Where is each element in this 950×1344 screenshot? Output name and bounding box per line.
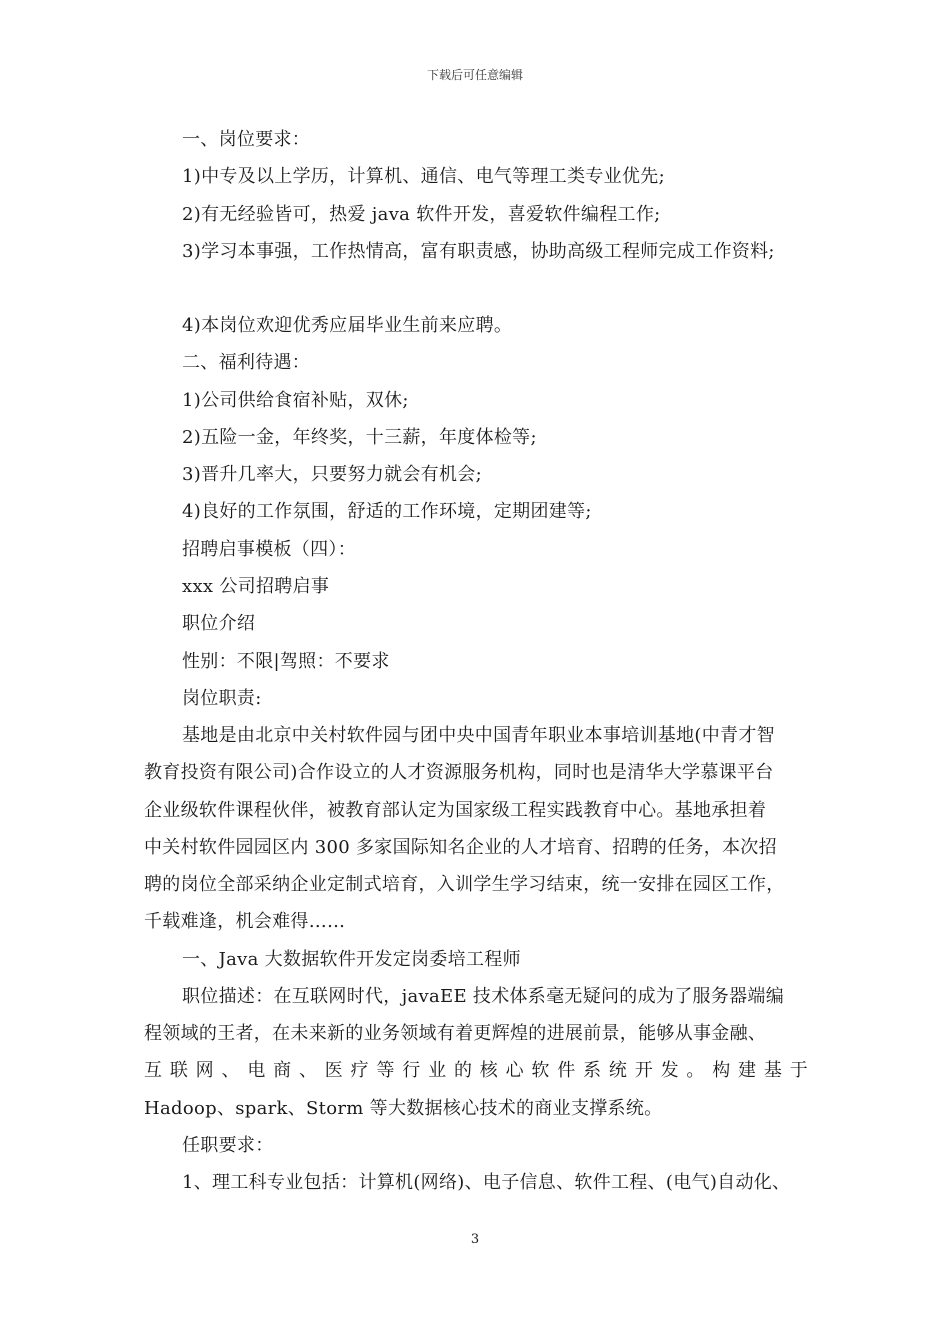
section-title-benefits: 二、福利待遇： — [182, 352, 311, 373]
paragraph-line: 千载难逢，机会难得…… — [144, 911, 346, 932]
justified-char: 软 — [531, 1060, 550, 1081]
justified-char: 行 — [402, 1060, 421, 1081]
justified-char: 建 — [738, 1060, 757, 1081]
justified-char: 系 — [583, 1060, 602, 1081]
justified-char: 业 — [428, 1060, 447, 1081]
justified-char: 、 — [298, 1060, 317, 1081]
paragraph-line: 教育投资有限公司)合作设立的人才资源服务机构，同时也是清华大学慕课平台 — [144, 762, 774, 783]
justified-char: 联 — [169, 1060, 188, 1081]
justified-char: 于 — [789, 1060, 808, 1081]
justified-char: 互 — [144, 1060, 162, 1081]
java-position-heading: 一、Java 大数据软件开发定岗委培工程师 — [182, 949, 521, 970]
justified-char: 件 — [557, 1060, 576, 1081]
justified-paragraph-line — [144, 1059, 808, 1083]
justified-char: 、 — [221, 1060, 240, 1081]
requirement-item-2: 2)有无经验皆可，热爱 java 软件开发，喜爱软件编程工作; — [182, 204, 661, 225]
qualification-item-1: 1、理工科专业包括：计算机(网络)、电子信息、软件工程、(电气)自动化、 — [182, 1172, 791, 1193]
justified-char: 开 — [634, 1060, 653, 1081]
justified-char: 构 — [712, 1060, 731, 1081]
requirement-item-1: 1)中专及以上学历，计算机、通信、电气等理工类专业优先; — [182, 166, 665, 187]
justified-char: 等 — [376, 1060, 395, 1081]
justified-char: 核 — [479, 1060, 498, 1081]
justified-char: 基 — [763, 1060, 782, 1081]
justified-char: 网 — [195, 1060, 214, 1081]
justified-char: 。 — [686, 1060, 705, 1081]
template-heading: 招聘启事模板（四）： — [182, 539, 356, 560]
benefit-item-2: 2)五险一金，年终奖，十三薪，年度体检等; — [182, 427, 537, 448]
paragraph-line: 基地是由北京中关村软件园与团中央中国青年职业本事培训基地(中青才智 — [182, 725, 775, 746]
benefit-item-4: 4)良好的工作氛围，舒适的工作环境，定期团建等; — [182, 501, 592, 522]
job-duties-heading: 岗位职责: — [182, 688, 262, 709]
paragraph-line: 职位描述：在互联网时代，javaEE 技术体系毫无疑问的成为了服务器端编 — [182, 986, 785, 1007]
justified-char: 发 — [660, 1060, 679, 1081]
paragraph-line: 中关村软件园园区内 300 多家国际知名企业的人才培育、招聘的任务，本次招 — [144, 837, 777, 858]
benefit-item-1: 1)公司供给食宿补贴，双休; — [182, 390, 409, 411]
paragraph-line: 企业级软件课程伙伴，被教育部认定为国家级工程实践教育中心。基地承担着 — [144, 800, 767, 821]
position-intro-heading: 职位介绍 — [182, 613, 256, 634]
section-title-job-requirements: 一、岗位要求： — [182, 129, 311, 150]
justified-char: 心 — [505, 1060, 524, 1081]
page-header: 下载后可任意编辑 — [426, 68, 523, 82]
paragraph-line: Hadoop、spark、Storm 等大数据核心技术的商业支撑系统。 — [144, 1098, 663, 1119]
paragraph-line: 聘的岗位全部采纳企业定制式培育，入训学生学习结束，统一安排在园区工作， — [144, 874, 785, 895]
requirement-item-3: 3)学习本事强，工作热情高，富有职责感，协助高级工程师完成工作资料; — [182, 241, 775, 262]
benefit-item-3: 3)晋升几率大，只要努力就会有机会; — [182, 464, 482, 485]
justified-char: 商 — [273, 1060, 292, 1081]
justified-char: 电 — [247, 1060, 266, 1081]
justified-char: 疗 — [350, 1060, 369, 1081]
qualifications-heading: 任职要求： — [182, 1135, 274, 1156]
justified-char: 医 — [324, 1060, 343, 1081]
justified-char: 统 — [608, 1060, 627, 1081]
gender-license-info: 性别：不限|驾照：不要求 — [182, 651, 390, 672]
page-number: 3 — [470, 1232, 480, 1247]
justified-char: 的 — [453, 1060, 472, 1081]
paragraph-line: 程领域的王者，在未来新的业务领域有着更辉煌的进展前景，能够从事金融、 — [144, 1023, 767, 1044]
company-recruitment-title: xxx 公司招聘启事 — [182, 576, 330, 597]
requirement-item-4: 4)本岗位欢迎优秀应届毕业生前来应聘。 — [182, 315, 513, 336]
